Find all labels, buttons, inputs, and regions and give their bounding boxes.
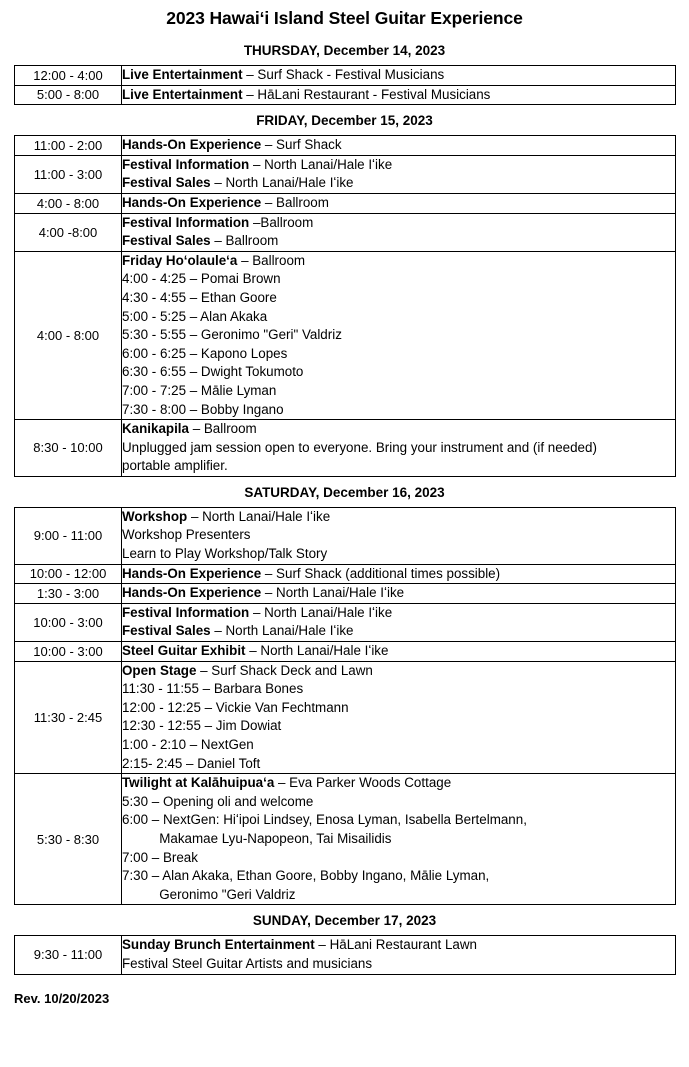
event-detail-title: Hands-On Experience bbox=[122, 565, 262, 581]
event-detail bbox=[122, 584, 676, 604]
event-detail-text: 7:00 - 7:25 – Mālie Lyman bbox=[122, 382, 277, 398]
event-detail-text: – Surf Shack bbox=[261, 137, 342, 153]
event-detail-line bbox=[122, 345, 675, 364]
event-detail-line bbox=[122, 420, 675, 439]
event-detail-line bbox=[122, 545, 675, 564]
table-row bbox=[15, 136, 676, 156]
event-detail-text: – North Lanai/Hale Iʻike bbox=[245, 643, 389, 659]
event-detail bbox=[122, 213, 676, 251]
event-detail-text: 11:30 - 11:55 – Barbara Bones bbox=[122, 681, 304, 697]
event-detail-title: Twilight at Kalāhuipuaʻa bbox=[122, 775, 275, 791]
event-detail bbox=[122, 85, 676, 105]
table-row bbox=[15, 584, 676, 604]
event-detail-line bbox=[122, 755, 675, 774]
event-detail-title: Festival Sales bbox=[122, 175, 211, 191]
event-detail-line bbox=[122, 955, 675, 974]
event-detail-title: Festival Sales bbox=[122, 623, 211, 639]
event-detail-text: Festival Steel Guitar Artists and musicians bbox=[122, 955, 373, 971]
event-time: 1:30 - 3:00 bbox=[15, 584, 122, 604]
event-time: 4:00 - 8:00 bbox=[15, 193, 122, 213]
event-detail-line bbox=[122, 622, 675, 641]
event-detail-title: Live Entertainment bbox=[122, 86, 243, 102]
revision-note: Rev. 10/20/2023 bbox=[14, 990, 110, 1006]
event-detail-text: – Ballroom bbox=[188, 421, 257, 437]
event-detail bbox=[122, 66, 676, 86]
event-time: 5:00 - 8:00 bbox=[15, 85, 122, 105]
table-row bbox=[15, 85, 676, 105]
event-detail-text: Workshop Presenters bbox=[122, 527, 251, 543]
table-row bbox=[15, 564, 676, 584]
event-detail-line bbox=[122, 156, 675, 175]
day-heading: FRIDAY, December 15, 2023 bbox=[256, 113, 433, 129]
event-detail-title: Workshop bbox=[122, 508, 188, 524]
schedule-body bbox=[14, 29, 675, 975]
event-detail-text: Makamae Lyu-Napopeon, Tai Misailidis bbox=[122, 830, 392, 846]
event-detail-line bbox=[122, 774, 675, 793]
event-detail bbox=[122, 155, 676, 193]
event-detail bbox=[122, 661, 676, 774]
event-detail-text: Unplugged jam session open to everyone. Bring your instrument and (if needed) bbox=[122, 439, 597, 455]
event-time: 10:00 - 3:00 bbox=[15, 642, 122, 662]
event-detail-line bbox=[122, 308, 675, 327]
event-detail-line bbox=[122, 736, 675, 755]
event-detail-text: – HāLani Restaurant - Festival Musicians bbox=[242, 86, 491, 102]
event-detail-text: 7:30 - 8:00 – Bobby Ingano bbox=[122, 401, 284, 417]
table-row bbox=[15, 251, 676, 419]
event-detail-text: 6:30 - 6:55 – Dwight Tokumoto bbox=[122, 364, 304, 380]
event-detail-line bbox=[122, 680, 675, 699]
event-time: 11:00 - 2:00 bbox=[15, 136, 122, 156]
event-detail-text: 5:30 – Opening oli and welcome bbox=[122, 793, 314, 809]
event-detail-line bbox=[122, 565, 675, 584]
event-time: 10:00 - 3:00 bbox=[15, 603, 122, 641]
event-detail-line bbox=[122, 584, 675, 603]
day-schedule-table bbox=[14, 65, 676, 105]
event-time: 4:00 - 8:00 bbox=[15, 251, 122, 419]
event-detail-text: 12:00 - 12:25 – Vickie Van Fechtmann bbox=[122, 699, 349, 715]
event-detail-line bbox=[122, 604, 675, 623]
day-schedule-table bbox=[14, 935, 676, 974]
event-detail-title: Hands-On Experience bbox=[122, 585, 262, 601]
page-title: 2023 Hawaiʻi Island Steel Guitar Experience bbox=[166, 8, 523, 28]
event-time: 9:30 - 11:00 bbox=[15, 936, 122, 974]
event-detail-text: – North Lanai/Hale Iʻike bbox=[210, 175, 354, 191]
event-detail-line bbox=[122, 830, 675, 849]
event-detail-line bbox=[122, 174, 675, 193]
event-detail-line bbox=[122, 214, 675, 233]
event-detail-text: –Ballroom bbox=[249, 214, 314, 230]
event-time: 5:30 - 8:30 bbox=[15, 774, 122, 905]
event-detail-text: – Ballroom bbox=[237, 252, 306, 268]
event-detail-text: portable amplifier. bbox=[122, 458, 228, 474]
event-detail-text: Geronimo "Geri Valdriz bbox=[122, 886, 296, 902]
schedule-page bbox=[0, 7, 689, 1067]
table-row bbox=[15, 66, 676, 86]
event-detail-title: Steel Guitar Exhibit bbox=[122, 643, 246, 659]
event-detail-text: 12:30 - 12:55 – Jim Dowiat bbox=[122, 718, 282, 734]
day-heading: THURSDAY, December 14, 2023 bbox=[243, 43, 446, 58]
event-detail-text: 6:00 – NextGen: Hiʻipoi Lindsey, Enosa Lyman, Isabella Bertelmann, bbox=[122, 812, 527, 828]
event-detail-text: 2:15- 2:45 – Daniel Toft bbox=[122, 755, 261, 771]
event-detail-title: Festival Information bbox=[122, 604, 250, 620]
event-detail-title: Festival Information bbox=[122, 156, 250, 172]
event-detail-title: Festival Information bbox=[122, 214, 250, 230]
event-detail bbox=[122, 420, 676, 477]
table-row bbox=[15, 213, 676, 251]
table-row bbox=[15, 155, 676, 193]
event-detail-text: – HāLani Restaurant Lawn bbox=[314, 937, 477, 953]
event-detail-text: 7:30 – Alan Akaka, Ethan Goore, Bobby Ingano, Mālie Lyman, bbox=[122, 868, 490, 884]
event-detail-title: Festival Sales bbox=[122, 233, 211, 249]
event-detail-line bbox=[122, 793, 675, 812]
event-detail-line bbox=[122, 936, 675, 955]
event-detail-line bbox=[122, 363, 675, 382]
event-detail bbox=[122, 936, 676, 974]
event-detail-line bbox=[122, 699, 675, 718]
event-detail-text: 4:00 - 4:25 – Pomai Brown bbox=[122, 271, 281, 287]
event-detail-text: 5:30 - 5:55 – Geronimo "Geri" Valdriz bbox=[122, 327, 342, 343]
event-detail-text: 5:00 - 5:25 – Alan Akaka bbox=[122, 308, 268, 324]
event-time: 4:00 -8:00 bbox=[15, 213, 122, 251]
table-row bbox=[15, 936, 676, 974]
event-detail-line bbox=[122, 849, 675, 868]
table-row bbox=[15, 774, 676, 905]
event-detail-line bbox=[122, 867, 675, 886]
event-detail-line bbox=[122, 382, 675, 401]
day-schedule-table bbox=[14, 507, 676, 905]
event-detail bbox=[122, 642, 676, 662]
event-detail-text: – North Lanai/Hale Iʻike bbox=[210, 623, 354, 639]
event-detail bbox=[122, 603, 676, 641]
event-detail-line bbox=[122, 252, 675, 271]
event-detail-line bbox=[122, 642, 675, 661]
event-detail-text: – North Lanai/Hale Iʻike bbox=[187, 508, 331, 524]
event-detail-title: Open Stage bbox=[122, 662, 197, 678]
table-row bbox=[15, 642, 676, 662]
day-schedule-table bbox=[14, 135, 676, 477]
event-detail-line bbox=[122, 508, 675, 527]
event-detail-line bbox=[122, 526, 675, 545]
event-detail-text: – North Lanai/Hale Iʻike bbox=[249, 156, 393, 172]
event-detail bbox=[122, 136, 676, 156]
event-detail-line bbox=[122, 457, 675, 476]
event-detail-title: Live Entertainment bbox=[122, 67, 243, 82]
event-detail-text: 1:00 - 2:10 – NextGen bbox=[122, 737, 254, 752]
day-heading: SATURDAY, December 16, 2023 bbox=[244, 484, 445, 500]
event-detail-line bbox=[122, 401, 675, 420]
event-detail-line bbox=[122, 136, 675, 155]
event-detail-text: – Ballroom bbox=[261, 194, 329, 210]
event-detail-text: 7:00 – Break bbox=[122, 849, 198, 865]
event-detail-title: Sunday Brunch Entertainment bbox=[122, 937, 315, 953]
table-row bbox=[15, 420, 676, 477]
table-row bbox=[15, 661, 676, 774]
event-detail-line bbox=[122, 886, 675, 905]
table-row bbox=[15, 193, 676, 213]
event-time: 8:30 - 10:00 bbox=[15, 420, 122, 477]
event-time: 11:00 - 3:00 bbox=[15, 155, 122, 193]
event-detail bbox=[122, 251, 676, 419]
event-time: 11:30 - 2:45 bbox=[15, 661, 122, 774]
event-detail-line bbox=[122, 326, 675, 345]
event-time: 9:00 - 11:00 bbox=[15, 507, 122, 564]
event-detail-line bbox=[122, 232, 675, 251]
event-detail-text: Learn to Play Workshop/Talk Story bbox=[122, 546, 328, 562]
event-detail-text: 6:00 - 6:25 – Kapono Lopes bbox=[122, 345, 288, 361]
event-detail bbox=[122, 507, 676, 564]
event-detail bbox=[122, 774, 676, 905]
event-detail-line bbox=[122, 66, 675, 85]
event-detail-text: 4:30 - 4:55 – Ethan Goore bbox=[122, 289, 277, 305]
event-detail-title: Friday Hoʻolauleʻa bbox=[122, 252, 238, 268]
event-time: 12:00 - 4:00 bbox=[15, 66, 122, 86]
event-detail-text: – Surf Shack - Festival Musicians bbox=[242, 67, 445, 82]
event-detail-title: Hands-On Experience bbox=[122, 194, 262, 210]
event-detail-text: – Eva Parker Woods Cottage bbox=[274, 775, 452, 791]
event-detail bbox=[122, 193, 676, 213]
event-detail-line bbox=[122, 439, 675, 458]
event-detail-title: Kanikapila bbox=[122, 421, 189, 437]
event-detail-line bbox=[122, 662, 675, 681]
table-row bbox=[15, 603, 676, 641]
event-detail-text: – Surf Shack Deck and Lawn bbox=[196, 662, 373, 678]
event-detail bbox=[122, 564, 676, 584]
event-detail-text: – North Lanai/Hale Iʻike bbox=[261, 585, 405, 601]
event-detail-line bbox=[122, 270, 675, 289]
event-time: 10:00 - 12:00 bbox=[15, 564, 122, 584]
event-detail-line bbox=[122, 194, 675, 213]
event-detail-text: – North Lanai/Hale Iʻike bbox=[249, 604, 393, 620]
table-row bbox=[15, 507, 676, 564]
event-detail-text: – Ballroom bbox=[210, 233, 279, 249]
event-detail-line bbox=[122, 86, 675, 105]
event-detail-line bbox=[122, 717, 675, 736]
event-detail-line bbox=[122, 289, 675, 308]
day-heading: SUNDAY, December 17, 2023 bbox=[252, 913, 437, 929]
event-detail-text: – Surf Shack (additional times possible) bbox=[261, 565, 501, 581]
event-detail-line bbox=[122, 811, 675, 830]
event-detail-title: Hands-On Experience bbox=[122, 137, 262, 153]
